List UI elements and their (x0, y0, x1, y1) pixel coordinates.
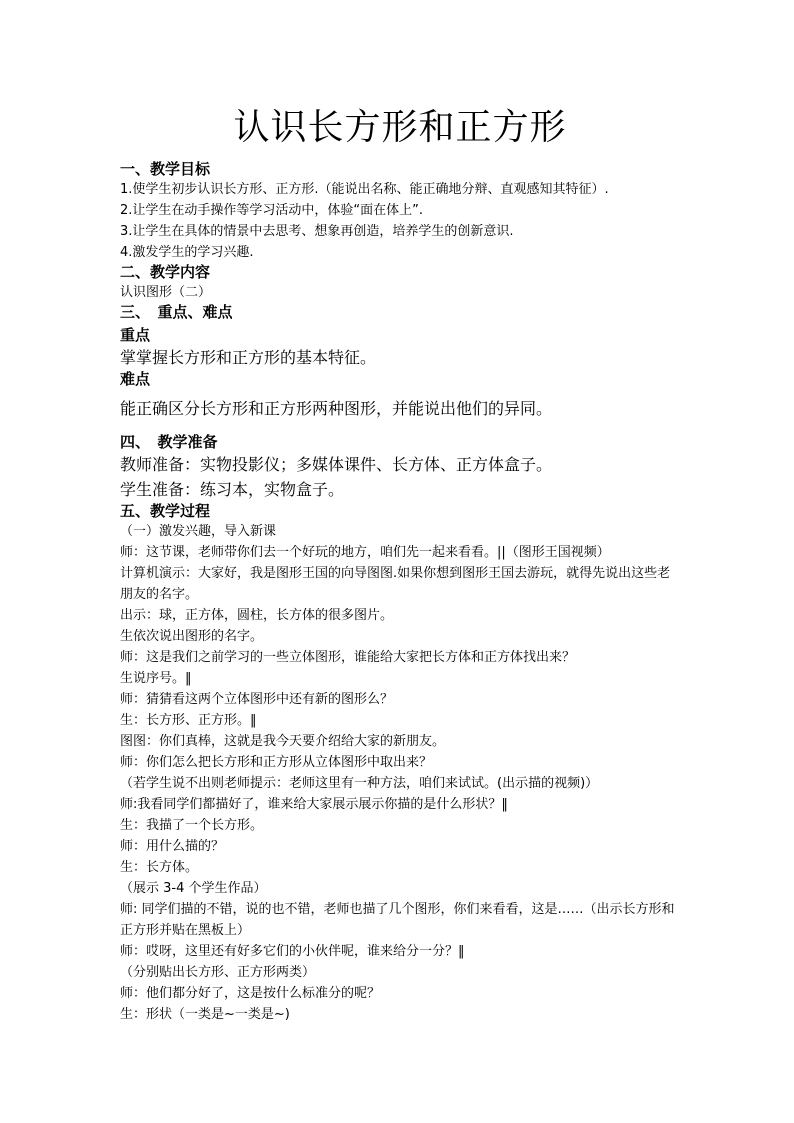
heading-key-points: 三、 重点、难点 (120, 303, 233, 321)
document-title: 认识长方形和正方形 (233, 107, 567, 148)
process-line: （展示 3-4 个学生作品） (120, 881, 267, 896)
content-text: 认识图形（二） (120, 285, 212, 300)
key-label: 重点 (120, 326, 151, 344)
process-line: 师：猜猜看这两个立体图形中还有新的图形么？ (120, 692, 394, 707)
process-line: 师: 同学们描的不错，说的也不错，老师也描了几个图形，你们来看看，这是……（出示长方形和正方形并贴在黑板上） (120, 902, 675, 938)
process-line: 师：这节课，老师带你们去一个好玩的地方，咱们先一起来看看。||（图形王国视频） (120, 545, 610, 560)
prep-student: 学生准备：练习本，实物盒子。 (120, 480, 345, 499)
heading-process: 五、教学过程 (120, 502, 211, 520)
process-line: （一）激发兴趣，导入新课 (120, 524, 277, 539)
process-line: 师：他们都分好了，这是按什么标准分的呢？ (120, 986, 381, 1001)
process-line: 师：用什么描的？ (120, 839, 225, 854)
process-line: 师:我看同学们都描好了，谁来给大家展示展示你描的是什么形状？‖ (120, 797, 508, 812)
process-line: 师：这是我们之前学习的一些立体图形，谁能给大家把长方体和正方体找出来？ (120, 650, 576, 665)
difficulty-label: 难点 (120, 370, 151, 388)
difficulty-text: 能正确区分长方形和正方形两种图形，并能说出他们的异同。 (120, 399, 553, 418)
prep-teacher: 教师准备：实物投影仪；多媒体课件、长方体、正方体盒子。 (120, 455, 553, 474)
goal-item: 1.使学生初步认识长方形、正方形.（能说出名称、能正确地分辩、直观感知其特征）. (120, 182, 609, 197)
process-line: 生说序号。‖ (120, 671, 192, 686)
goal-item: 2.让学生在动手操作等学习活动中，体验“面在体上”. (120, 203, 424, 218)
process-line: 计算机演示：大家好，我是图形王国的向导图图.如果你想到图形王国去游玩，就得先说出这些老朋友的名字。 (120, 566, 671, 602)
process-line: 出示：球，正方体，圆柱，长方体的很多图片。 (120, 608, 394, 623)
process-line: 生：形状（一类是~一类是~) (120, 1007, 290, 1022)
process-line: 师：哎呀，这里还有好多它们的小伙伴呢，谁来给分一分？‖ (120, 944, 465, 959)
goal-item: 4.激发学生的学习兴趣. (120, 245, 254, 260)
heading-content: 二、教学内容 (120, 263, 211, 281)
process-line: 生：我描了一个长方形。 (120, 818, 264, 833)
document-body (120, 160, 680, 1025)
goal-item: 3.让学生在具体的情景中去思考、想象再创造，培养学生的创新意识. (120, 224, 514, 239)
process-line: 生：长方体。 (120, 860, 199, 875)
process-line: （若学生说不出则老师提示：老师这里有一种方法，咱们来试试。(出示描的视频)） (120, 776, 599, 791)
process-line: 师：你们怎么把长方形和正方形从立体图形中取出来？ (120, 755, 433, 770)
process-line: 图图：你们真棒，这就是我今天要介绍给大家的新朋友。 (120, 734, 446, 749)
process-line: 生依次说出图形的名字。 (120, 629, 264, 644)
heading-preparation: 四、 教学准备 (120, 433, 218, 451)
key-text: 掌掌握长方形和正方形的基本特征。 (120, 348, 377, 367)
process-line: 生：长方形、正方形。‖ (120, 713, 257, 728)
heading-goals: 一、教学目标 (120, 160, 211, 178)
process-line: （分别贴出长方形、正方形两类） (120, 965, 316, 980)
